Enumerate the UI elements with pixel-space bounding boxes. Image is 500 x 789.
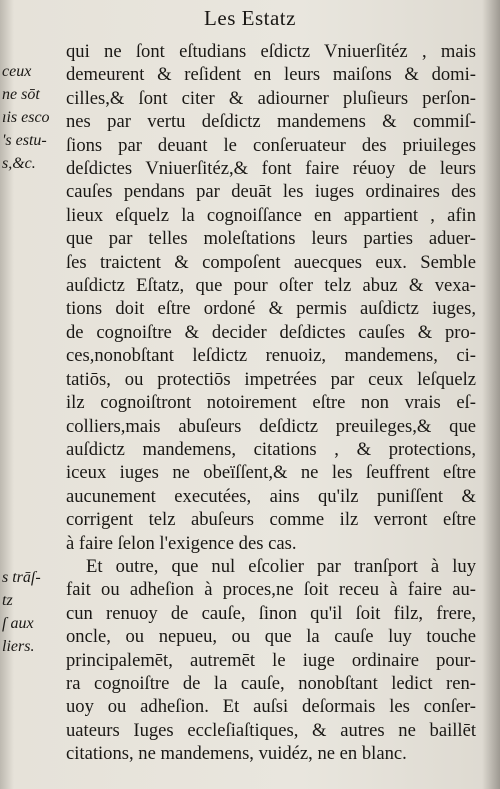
margin-note-line: ſ aux <box>2 615 34 632</box>
text-line: corrigent telz abuſeurs comme ilz verront eſtre <box>66 509 476 531</box>
text-line: citations, ne mandemens, vuidéz, ne en blanc. <box>66 743 407 765</box>
margin-note-line: s,&c. <box>2 155 36 172</box>
margin-note-line: ne sōt <box>2 86 40 103</box>
text-line: à faire ſelon l'exigence des cas. <box>66 532 297 554</box>
text-line: que par telles moleſtations leurs parties aduer- <box>66 228 476 250</box>
text-line: principalemēt, autremēt le iuge ordinaire pour- <box>66 649 476 671</box>
text-line: cilles,& ſont citer & adiourner pluſieurs perſon- <box>66 87 476 109</box>
text-line: ra cognoiſtre de la cauſe, nonobſtant ledict ren- <box>66 672 476 694</box>
text-line: cauſes pendans par deuāt les iuges ordinaires des <box>66 181 476 203</box>
margin-note-top <box>2 60 62 175</box>
text-line: cun renuoy de cauſe, ſinon qu'il ſoit filz, frere, <box>66 602 476 624</box>
text-line: oncle, ou nepueu, ou que la cauſe luy touche <box>66 626 476 648</box>
text-line: ſes traictent & compoſent auecques eux. Semble <box>66 251 476 273</box>
text-line: tatiōs, ou protectiōs impetrées par ceux leſquelz <box>66 368 476 390</box>
text-line: auſdictz mandemens, citations , & protections, <box>66 438 476 460</box>
text-line: aucunement executées, ains qu'ilz puniſſent & <box>66 485 476 507</box>
text-line: qui ne ſont eſtudians eſdictz Vniuerſitéz , mais <box>66 41 476 62</box>
text-line: de cognoiſtre & decider deſdictes cauſes & pro- <box>66 321 476 343</box>
text-line: uoy ou adheſion. Et auſsi deſormais les conſer- <box>66 696 476 718</box>
text-line: tions doit eſtre ordoné & permis auſdictz iuges, <box>66 298 476 320</box>
text-line: Et outre, que nul eſcolier par tranſport à luy <box>86 555 476 577</box>
text-line: deſdictes Vniuerſitéz,& font faire réuoy de leurs <box>66 158 476 180</box>
text-line: colliers,mais abuſeurs deſdictz preuileges,& que <box>66 415 476 437</box>
running-head: Les Estatz <box>204 6 296 30</box>
paragraph-2 <box>66 555 476 766</box>
margin-note-line: ceux <box>2 63 32 80</box>
text-line: demeurent & reſident en leurs maiſons & domi- <box>66 64 476 86</box>
paragraph-1 <box>66 40 476 555</box>
margin-note-bottom <box>2 566 62 658</box>
text-line: uateurs Iuges eccleſiaſtiques, & autres ne baillēt <box>66 719 476 741</box>
text-line: fait ou adheſion à proces,ne ſoit receu à faire au- <box>66 579 476 601</box>
text-line: ces,nonobſtant leſdictz renuoiz, mandemens, ci- <box>66 345 476 367</box>
margin-note-line: ıis esco <box>2 109 50 126</box>
text-line: ſions par deuant le conſeruateur des priuileges <box>66 134 476 156</box>
body-text <box>66 40 476 766</box>
margin-note-line: 's estu- <box>2 132 47 149</box>
text-line: nes par vertu deſdictz mandemens & commiſ- <box>66 111 476 133</box>
text-line: ilz cognoiſtront notoirement eſtre non vrais eſ- <box>66 392 476 414</box>
margin-note-line: liers. <box>2 638 35 655</box>
text-line: iceux iuges ne obeïſſent,& ne les ſeuffrent eſtre <box>66 462 476 484</box>
text-line: auſdictz Eſtatz, que pour oſter telz abuz & vexa- <box>66 275 476 297</box>
text-line: lieux eſquelz la cognoiſſance en appartient , afin <box>66 204 476 226</box>
margin-note-line: s trāſ- <box>2 569 41 586</box>
gutter-shadow <box>482 0 500 789</box>
margin-note-line: tz <box>2 592 13 609</box>
